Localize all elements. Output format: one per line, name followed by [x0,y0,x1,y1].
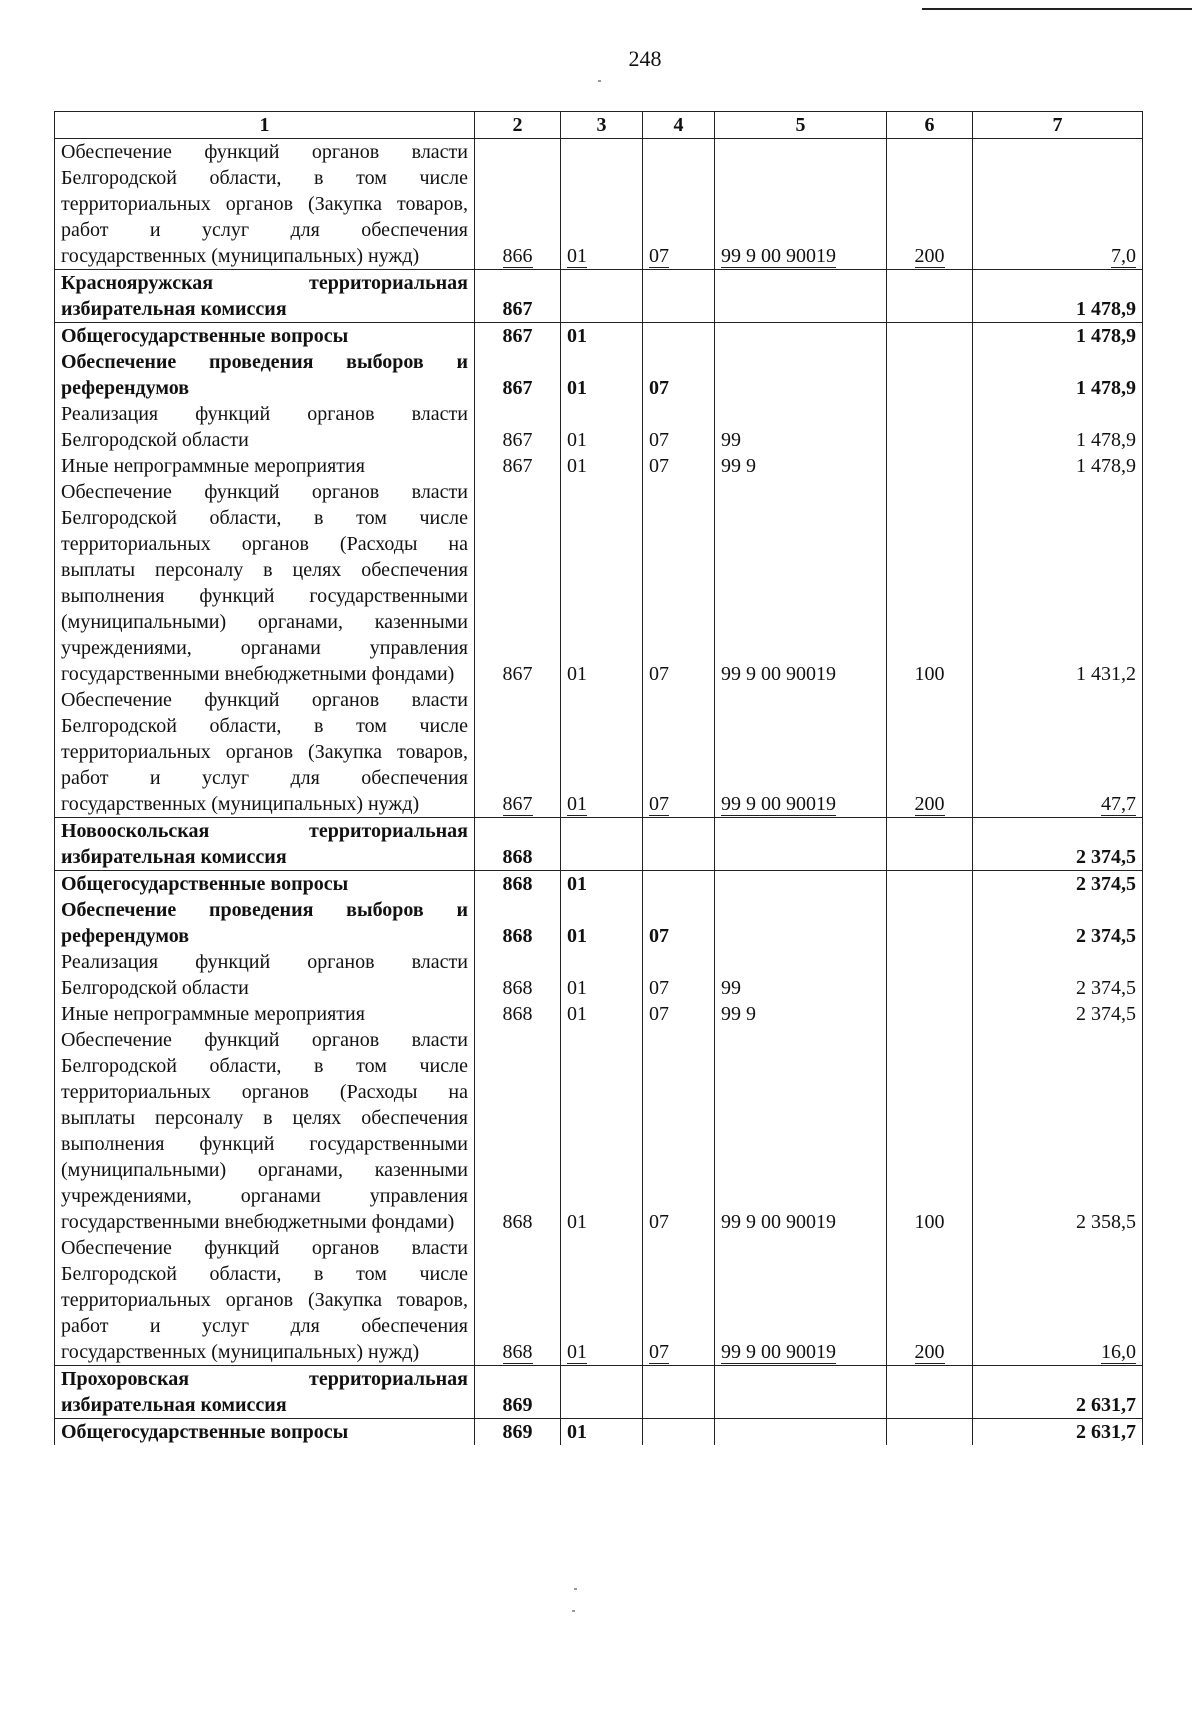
row-name: Общегосударственные вопросы [61,325,349,347]
row-c5-cell [715,1419,887,1446]
row-c5-cell [715,1366,887,1419]
row-c3-value: 01 [567,1341,587,1363]
row-c7-cell [973,479,1143,687]
row-c3-cell [561,401,643,453]
row-c7-cell [973,139,1143,270]
row-c6-cell [887,818,973,871]
row-c6-value: 200 [914,245,945,267]
row-c7-value: 2 374,5 [1076,977,1136,999]
row-c3-cell [561,479,643,687]
row-name: Реализация функций органов власти Белгородской области [61,951,468,999]
row-c7-value: 2 358,5 [1076,1211,1136,1233]
row-c2-cell [475,1027,561,1235]
row-name: Реализация функций органов власти Белгородской области [61,403,468,451]
row-c2-value: 868 [502,925,533,947]
row-name-cell [55,949,475,1001]
row-c2-cell [475,323,561,350]
row-c2-cell [475,401,561,453]
row-name-cell [55,1001,475,1027]
row-c5-cell [715,871,887,898]
row-name: Прохоровская территориальная избирательная комиссия [61,1368,468,1416]
row-c3-cell [561,897,643,949]
row-c6-cell [887,949,973,1001]
row-c6-cell [887,1366,973,1419]
row-name-cell [55,1366,475,1419]
row-c2-value: 868 [502,1341,533,1363]
header-col-2: 2 [475,112,561,139]
row-c4-cell [643,479,715,687]
row-c3-value: 01 [567,429,587,451]
row-c2-value: 867 [502,377,533,399]
row-c3-value: 01 [567,377,587,399]
row-c4-cell [643,139,715,270]
row-c7-value: 2 631,7 [1076,1421,1136,1443]
row-c2-value: 867 [502,793,533,815]
row-c6-cell [887,453,973,479]
row-c2-cell [475,349,561,401]
row-c4-value: 07 [649,663,669,685]
row-c4-value: 07 [649,377,669,399]
row-c4-cell [643,1235,715,1366]
row-c7-cell [973,453,1143,479]
table-row [55,349,1143,401]
row-c7-value: 2 374,5 [1076,1003,1136,1025]
row-c7-cell [973,1027,1143,1235]
row-c2-cell [475,479,561,687]
row-c3-value: 01 [567,325,587,347]
row-c2-cell [475,453,561,479]
scan-speck [572,1610,575,1612]
row-name: Иные непрограммные мероприятия [61,1003,365,1025]
row-c6-cell [887,1027,973,1235]
row-c4-value: 07 [649,245,669,267]
table-row [55,453,1143,479]
row-c7-cell [973,270,1143,323]
row-c4-cell [643,349,715,401]
row-c5-cell [715,818,887,871]
row-c6-cell [887,1419,973,1446]
row-c6-cell [887,349,973,401]
row-c4-value: 07 [649,977,669,999]
row-name-cell [55,270,475,323]
row-c6-cell [887,401,973,453]
row-c7-value: 47,7 [1101,793,1136,815]
row-c3-cell [561,871,643,898]
row-c7-cell [973,401,1143,453]
row-name: Обеспечение проведения выборов и референдумов [61,351,468,399]
row-c5-value: 99 9 [721,1003,756,1025]
row-c4-value: 07 [649,1211,669,1233]
row-name: Новооскольская территориальная избирательная комиссия [61,820,468,868]
header-col-1: 1 [55,112,475,139]
row-c5-cell [715,270,887,323]
row-name-cell [55,349,475,401]
row-c2-value: 869 [502,1394,533,1416]
row-c2-cell [475,687,561,818]
row-c2-value: 868 [502,1211,533,1233]
header-col-5: 5 [715,112,887,139]
row-c4-cell [643,1419,715,1446]
row-c7-cell [973,818,1143,871]
row-c6-cell [887,1001,973,1027]
row-c6-value: 200 [914,793,945,815]
row-name-cell [55,897,475,949]
row-name-cell [55,139,475,270]
row-c7-value: 1 478,9 [1076,325,1136,347]
table-body [55,139,1143,1446]
row-name-cell [55,871,475,898]
row-c7-value: 2 374,5 [1076,846,1136,868]
row-c3-cell [561,1419,643,1446]
table-row [55,270,1143,323]
row-c3-value: 01 [567,925,587,947]
row-name-cell [55,818,475,871]
row-c2-value: 868 [502,846,533,868]
table-row [55,818,1143,871]
row-c4-cell [643,1027,715,1235]
row-c7-cell [973,949,1143,1001]
row-c5-cell [715,949,887,1001]
row-c4-cell [643,1366,715,1419]
row-c5-value: 99 [721,977,741,999]
scan-speck [598,80,601,82]
row-c6-cell [887,139,973,270]
row-c2-cell [475,871,561,898]
row-c3-cell [561,949,643,1001]
row-c5-value: 99 9 00 90019 [721,793,836,815]
row-c6-value: 100 [914,1211,945,1233]
row-c7-cell [973,897,1143,949]
row-c7-value: 1 478,9 [1076,377,1136,399]
row-c3-value: 01 [567,455,587,477]
row-c6-cell [887,1235,973,1366]
row-name: Общегосударственные вопросы [61,1421,349,1443]
row-c5-cell [715,1235,887,1366]
row-c7-value: 7,0 [1111,245,1136,267]
row-c5-value: 99 9 [721,455,756,477]
row-c7-cell [973,323,1143,350]
row-c6-value: 200 [914,1341,945,1363]
table-row [55,323,1143,350]
row-c3-cell [561,687,643,818]
table-row [55,139,1143,270]
row-c5-cell [715,687,887,818]
row-c2-value: 868 [502,873,533,895]
row-c4-value: 07 [649,925,669,947]
row-c4-value: 07 [649,429,669,451]
row-c7-cell [973,687,1143,818]
row-c4-value: 07 [649,1003,669,1025]
row-c7-cell [973,1235,1143,1366]
row-c7-cell [973,871,1143,898]
row-c5-cell [715,1001,887,1027]
row-c7-value: 1 478,9 [1076,429,1136,451]
row-c7-value: 2 631,7 [1076,1394,1136,1416]
row-c2-value: 867 [502,455,533,477]
table-row [55,871,1143,898]
budget-table [54,111,1143,1445]
row-c3-cell [561,139,643,270]
table-header-row [55,112,1143,139]
row-c3-value: 01 [567,1211,587,1233]
row-c2-value: 867 [502,663,533,685]
row-c2-cell [475,139,561,270]
header-col-7: 7 [973,112,1143,139]
table-row [55,1419,1143,1446]
table-row [55,479,1143,687]
row-c6-value: 100 [914,663,945,685]
row-c5-value: 99 9 00 90019 [721,1211,836,1233]
row-c5-cell [715,139,887,270]
row-c7-cell [973,1001,1143,1027]
row-name: Обеспечение проведения выборов и референдумов [61,899,468,947]
table-row [55,401,1143,453]
row-name: Обеспечение функций органов власти Белгородской области, в том числе территориальных органов (Расходы на выплаты персоналу в целях обеспечения выполнения функций государственными (муниципальными) органами, казенными учреждениями, органами управления государственными внебюджетными фондами) [61,481,468,685]
row-c2-value: 866 [502,245,533,267]
header-col-3: 3 [561,112,643,139]
row-c2-cell [475,1366,561,1419]
row-c2-cell [475,897,561,949]
row-name: Обеспечение функций органов власти Белгородской области, в том числе территориальных органов (Закупка товаров, работ и услуг для обеспечения государственных (муниципальных) нужд) [61,1237,468,1363]
row-c7-cell [973,349,1143,401]
row-c3-value: 01 [567,873,587,895]
row-c5-cell [715,453,887,479]
row-c2-value: 867 [502,429,533,451]
row-c4-cell [643,687,715,818]
row-c4-value: 07 [649,455,669,477]
table-row [55,1235,1143,1366]
row-name: Краснояружская территориальная избирательная комиссия [61,272,468,320]
row-c5-value: 99 9 00 90019 [721,663,836,685]
row-c7-cell [973,1419,1143,1446]
row-c4-cell [643,270,715,323]
row-c3-value: 01 [567,1003,587,1025]
row-c2-cell [475,818,561,871]
row-name: Обеспечение функций органов власти Белгородской области, в том числе территориальных органов (Закупка товаров, работ и услуг для обеспечения государственных (муниципальных) нужд) [61,689,468,815]
row-c5-value: 99 9 00 90019 [721,245,836,267]
table-row [55,949,1143,1001]
table-row [55,687,1143,818]
row-c2-value: 867 [502,325,533,347]
row-name-cell [55,323,475,350]
row-c3-value: 01 [567,793,587,815]
row-c2-value: 869 [502,1421,533,1443]
top-edge-rule [922,8,1192,10]
row-c4-cell [643,1001,715,1027]
row-c6-cell [887,687,973,818]
row-c6-cell [887,479,973,687]
row-c5-cell [715,401,887,453]
row-c2-value: 868 [502,977,533,999]
row-c2-cell [475,949,561,1001]
row-c7-value: 1 431,2 [1076,663,1136,685]
row-c7-value: 1 478,9 [1076,455,1136,477]
row-c7-value: 1 478,9 [1076,298,1136,320]
table-row [55,1027,1143,1235]
row-name-cell [55,401,475,453]
row-name: Общегосударственные вопросы [61,873,349,895]
row-c3-cell [561,1366,643,1419]
row-c5-value: 99 9 00 90019 [721,1341,836,1363]
row-c7-value: 16,0 [1101,1341,1136,1363]
row-c3-cell [561,349,643,401]
row-name-cell [55,479,475,687]
table-row [55,897,1143,949]
row-name: Обеспечение функций органов власти Белгородской области, в том числе территориальных органов (Расходы на выплаты персоналу в целях обеспечения выполнения функций государственными (муниципальными) органами, казенными учреждениями, органами управления государственными внебюджетными фондами) [61,1029,468,1233]
row-c4-cell [643,453,715,479]
row-c2-value: 867 [502,298,533,320]
row-c3-cell [561,270,643,323]
row-c4-cell [643,949,715,1001]
row-c5-cell [715,897,887,949]
table-row [55,1366,1143,1419]
row-c3-cell [561,323,643,350]
row-c2-cell [475,1419,561,1446]
row-name: Обеспечение функций органов власти Белгородской области, в том числе территориальных органов (Закупка товаров, работ и услуг для обеспечения государственных (муниципальных) нужд) [61,141,468,267]
row-c5-cell [715,323,887,350]
row-name-cell [55,1419,475,1446]
row-c5-value: 99 [721,429,741,451]
row-c3-cell [561,453,643,479]
row-c3-value: 01 [567,1421,587,1443]
row-c5-cell [715,1027,887,1235]
row-c4-cell [643,871,715,898]
row-c6-cell [887,270,973,323]
row-name-cell [55,1027,475,1235]
row-c3-cell [561,1027,643,1235]
row-c3-cell [561,1235,643,1366]
row-c2-cell [475,1235,561,1366]
page-number: 248 [628,46,662,71]
row-c3-value: 01 [567,245,587,267]
row-c4-value: 07 [649,793,669,815]
row-c7-value: 2 374,5 [1076,873,1136,895]
row-c2-value: 868 [502,1003,533,1025]
row-c6-cell [887,871,973,898]
row-c2-cell [475,1001,561,1027]
row-c3-cell [561,818,643,871]
row-c3-value: 01 [567,663,587,685]
row-c4-value: 07 [649,1341,669,1363]
row-name-cell [55,453,475,479]
row-c5-cell [715,479,887,687]
row-name: Иные непрограммные мероприятия [61,455,365,477]
scan-speck [574,1588,577,1590]
row-c3-cell [561,1001,643,1027]
row-c6-cell [887,897,973,949]
row-c4-cell [643,323,715,350]
row-c7-cell [973,1366,1143,1419]
row-name-cell [55,1235,475,1366]
row-c2-cell [475,270,561,323]
row-c5-cell [715,349,887,401]
row-c4-cell [643,401,715,453]
row-c6-cell [887,323,973,350]
header-col-6: 6 [887,112,973,139]
row-c7-value: 2 374,5 [1076,925,1136,947]
table-row [55,1001,1143,1027]
row-c3-value: 01 [567,977,587,999]
row-name-cell [55,687,475,818]
row-c4-cell [643,897,715,949]
header-col-4: 4 [643,112,715,139]
row-c4-cell [643,818,715,871]
